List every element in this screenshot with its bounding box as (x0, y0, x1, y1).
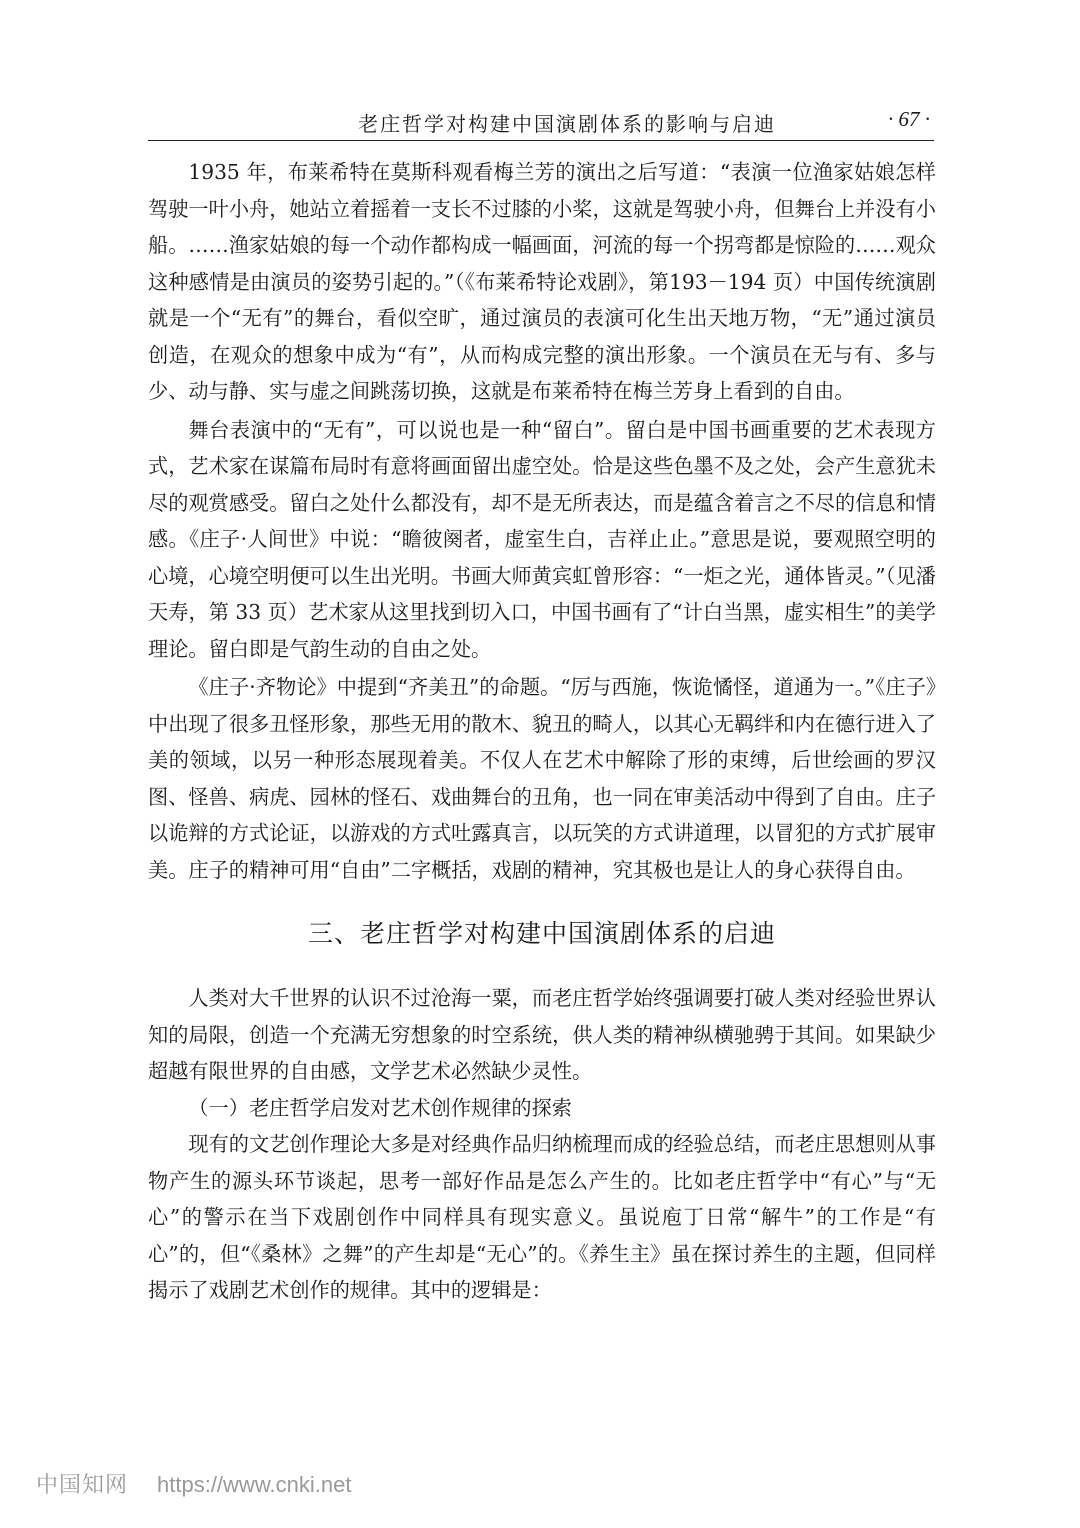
body-paragraph: 《庄子·齐物论》中提到“齐美丑”的命题。“厉与西施，恢诡憰怪，道通为一。”《庄子》中出现了很多丑怪形象，那些无用的散木、貌丑的畸人，以其心无羁绊和内在德行进入了美的领域，以另一种形态展现着美。不仅人在艺术中解除了形的束缚，后世绘画的罗汉图、怪兽、病虎、园林的怪石、戏曲舞台的丑角，也一同在审美活动中得到了自由。庄子以诡辩的方式论证，以游戏的方式吐露真言，以玩笑的方式讲道理，以冒犯的方式扩展审美。庄子的精神可用“自由”二字概括，戏剧的精神，究其极也是让人的身心获得自由。 (148, 675, 936, 882)
body-paragraph: 1935 年，布莱希特在莫斯科观看梅兰芳的演出之后写道：“表演一位渔家姑娘怎样驾驶一叶小舟，她站立着摇着一支长不过膝的小桨，这就是驾驶小舟，但舞台上并没有小船。……渔家姑娘的每一个动作都构成一幅画面，河流的每一个拐弯都是惊险的……观众这种感情是由演员的姿势引起的。”（《布莱希特论戏剧》，第193－194 页）中国传统演剧就是一个“无有”的舞台，看似空旷，通过演员的表演可化生出天地万物，“无”通过演员创造，在观众的想象中成为“有”，从而构成完整的演出形象。一个演员在无与有、多与少、动与静、实与虚之间跳荡切换，这就是布莱希特在梅兰芳身上看到的自由。 (148, 160, 936, 403)
watermark-footer (36, 1468, 351, 1499)
running-header-title: 老庄哲学对构建中国演剧体系的影响与启迪 (358, 112, 776, 136)
body-paragraph: 现有的文艺创作理论大多是对经典作品归纳梳理而成的经验总结，而老庄思想则从事物产生的源头环节谈起，思考一部好作品是怎么产生的。比如老庄哲学中“有心”与“无心”的警示在当下戏剧创作中同样具有现实意义。虽说庖丁日常“解牛”的工作是“有心”的，但“《桑林》之舞”的产生却是“无心”的。《养生主》虽在探讨养生的主题，但同样揭示了戏剧艺术创作的规律。其中的逻辑是： (148, 1132, 936, 1302)
cnki-logo: 中国知网 (36, 1473, 129, 1498)
page-number: · 67 · (888, 107, 930, 131)
cnki-url[interactable]: https://www.cnki.net (157, 1472, 352, 1497)
section-heading: 三、老庄哲学对构建中国演剧体系的启迪 (307, 919, 776, 948)
article-body (148, 154, 936, 1309)
body-paragraph: 舞台表演中的“无有”，可以说也是一种“留白”。留白是中国书画重要的艺术表现方式，艺术家在谋篇布局时有意将画面留出虚空处。恰是这些色墨不及之处，会产生意犹未尽的观赏感受。留白之处什么都没有，却不是无所表达，而是蕴含着言之不尽的信息和情感。《庄子·人间世》中说：“瞻彼阕者，虚室生白，吉祥止止。”意思是说，要观照空明的心境，心境空明便可以生出光明。书画大师黄宾虹曾形容：“一炬之光，通体皆灵。”（见潘天寿，第 33 页）艺术家从这里找到切入口，中国书画有了“计白当黑，虚实相生”的美学理论。留白即是气韵生动的自由之处。 (148, 417, 936, 661)
running-header (148, 108, 934, 141)
section-intro-paragraph: 人类对大千世界的认识不过沧海一粟，而老庄哲学始终强调要打破人类对经验世界认知的局限，创造一个充满无穷想象的时空系统，供人类的精神纵横驰骋于其间。如果缺少超越有限世界的自由感，文学艺术必然缺少灵性。 (148, 986, 936, 1083)
subsection-heading: （一）老庄哲学启发对艺术创作规律的探索 (188, 1095, 572, 1120)
